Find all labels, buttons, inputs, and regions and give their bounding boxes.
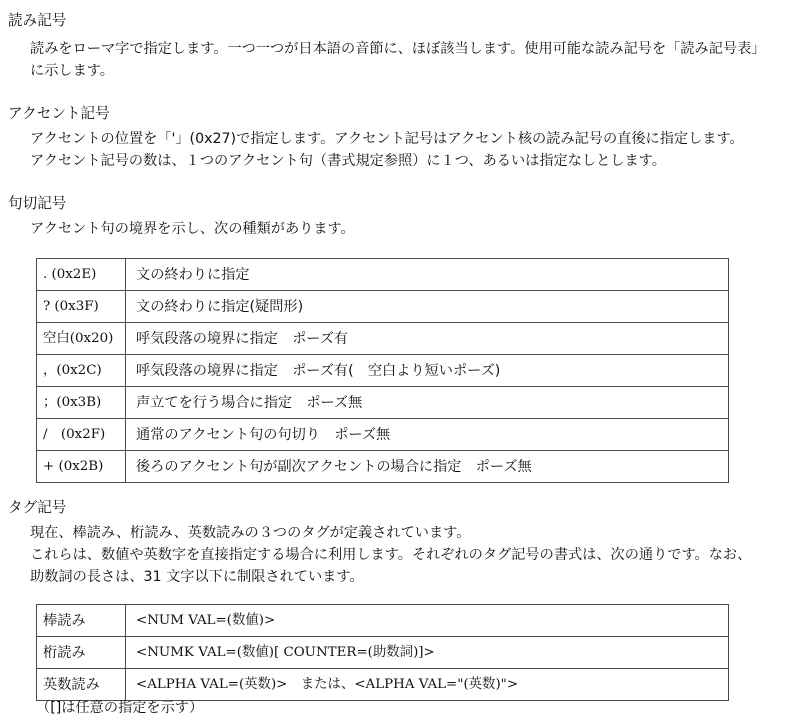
accent-description xyxy=(30,128,800,172)
tag-name-cell: 英数読み xyxy=(37,669,126,701)
text-line: アクセント句の境界を示し、次の種類があります。 xyxy=(30,221,355,237)
tag-format-cell: <NUMK VAL=(数値)[ COUNTER=(助数詞)]> xyxy=(126,637,729,669)
symbol-cell: 空白(0x20) xyxy=(37,323,126,355)
text-line: に示します。 xyxy=(30,63,114,79)
section-title-tag: タグ記号 xyxy=(8,499,67,516)
tag-format-cell: <ALPHA VAL=(英数)> または、<ALPHA VAL="(英数)"> xyxy=(126,669,729,701)
delimiter-table xyxy=(36,258,729,483)
delimiter-description xyxy=(30,218,800,240)
tag-name-cell: 桁読み xyxy=(37,637,126,669)
description-cell: 呼気段落の境界に指定 ポーズ有 xyxy=(126,323,729,355)
text-line: 現在、棒読み、桁読み、英数読みの３つのタグが定義されています。 xyxy=(30,525,471,541)
description-cell: 呼気段落の境界に指定 ポーズ有( 空白より短いポーズ) xyxy=(126,355,729,387)
optional-note: （[]は任意の指定を示す） xyxy=(36,700,204,716)
table-row xyxy=(37,451,729,483)
text-line: アクセントの位置を「'」(0x27)で指定します。アクセント記号はアクセント核の読み記号の直後に指定します。 xyxy=(30,131,744,147)
text-line: アクセント記号の数は、１つのアクセント句（書式規定参照）に１つ、あるいは指定なしとします。 xyxy=(30,153,666,169)
text-line: 助数詞の長さは、31 文字以下に制限されています。 xyxy=(30,569,364,585)
table-row xyxy=(37,387,729,419)
table-row xyxy=(37,259,729,291)
section-title-delimiter: 句切記号 xyxy=(8,195,67,212)
table-row xyxy=(37,291,729,323)
table-row xyxy=(37,669,729,701)
table-row xyxy=(37,323,729,355)
description-cell: 後ろのアクセント句が副次アクセントの場合に指定 ポーズ無 xyxy=(126,451,729,483)
section-title-reading: 読み記号 xyxy=(8,12,67,29)
tag-table xyxy=(36,604,729,701)
description-cell: 文の終わりに指定 xyxy=(126,259,729,291)
description-cell: 文の終わりに指定(疑問形) xyxy=(126,291,729,323)
tag-format-cell: <NUM VAL=(数値)> xyxy=(126,605,729,637)
symbol-cell: ；(0x3B) xyxy=(37,387,126,419)
symbol-cell: ，(0x2C) xyxy=(37,355,126,387)
table-row xyxy=(37,419,729,451)
description-cell: 声立てを行う場合に指定 ポーズ無 xyxy=(126,387,729,419)
tag-name-cell: 棒読み xyxy=(37,605,126,637)
symbol-cell: ? (0x3F) xyxy=(37,291,126,323)
text-line: 読みをローマ字で指定します。一つ一つが日本語の音節に、ほぼ該当します。使用可能な読み記号を「読み記号表」 xyxy=(30,41,766,57)
table-row xyxy=(37,355,729,387)
tag-description xyxy=(30,522,800,588)
symbol-cell: / (0x2F) xyxy=(37,419,126,451)
table-row xyxy=(37,605,729,637)
section-title-accent: アクセント記号 xyxy=(8,105,110,122)
reading-description xyxy=(30,38,800,82)
symbol-cell: + (0x2B) xyxy=(37,451,126,483)
text-line: これらは、数値や英数字を直接指定する場合に利用します。それぞれのタグ記号の書式は、次の通りです。なお、 xyxy=(30,547,752,563)
description-cell: 通常のアクセント句の句切り ポーズ無 xyxy=(126,419,729,451)
symbol-cell: . (0x2E) xyxy=(37,259,126,291)
table-row xyxy=(37,637,729,669)
